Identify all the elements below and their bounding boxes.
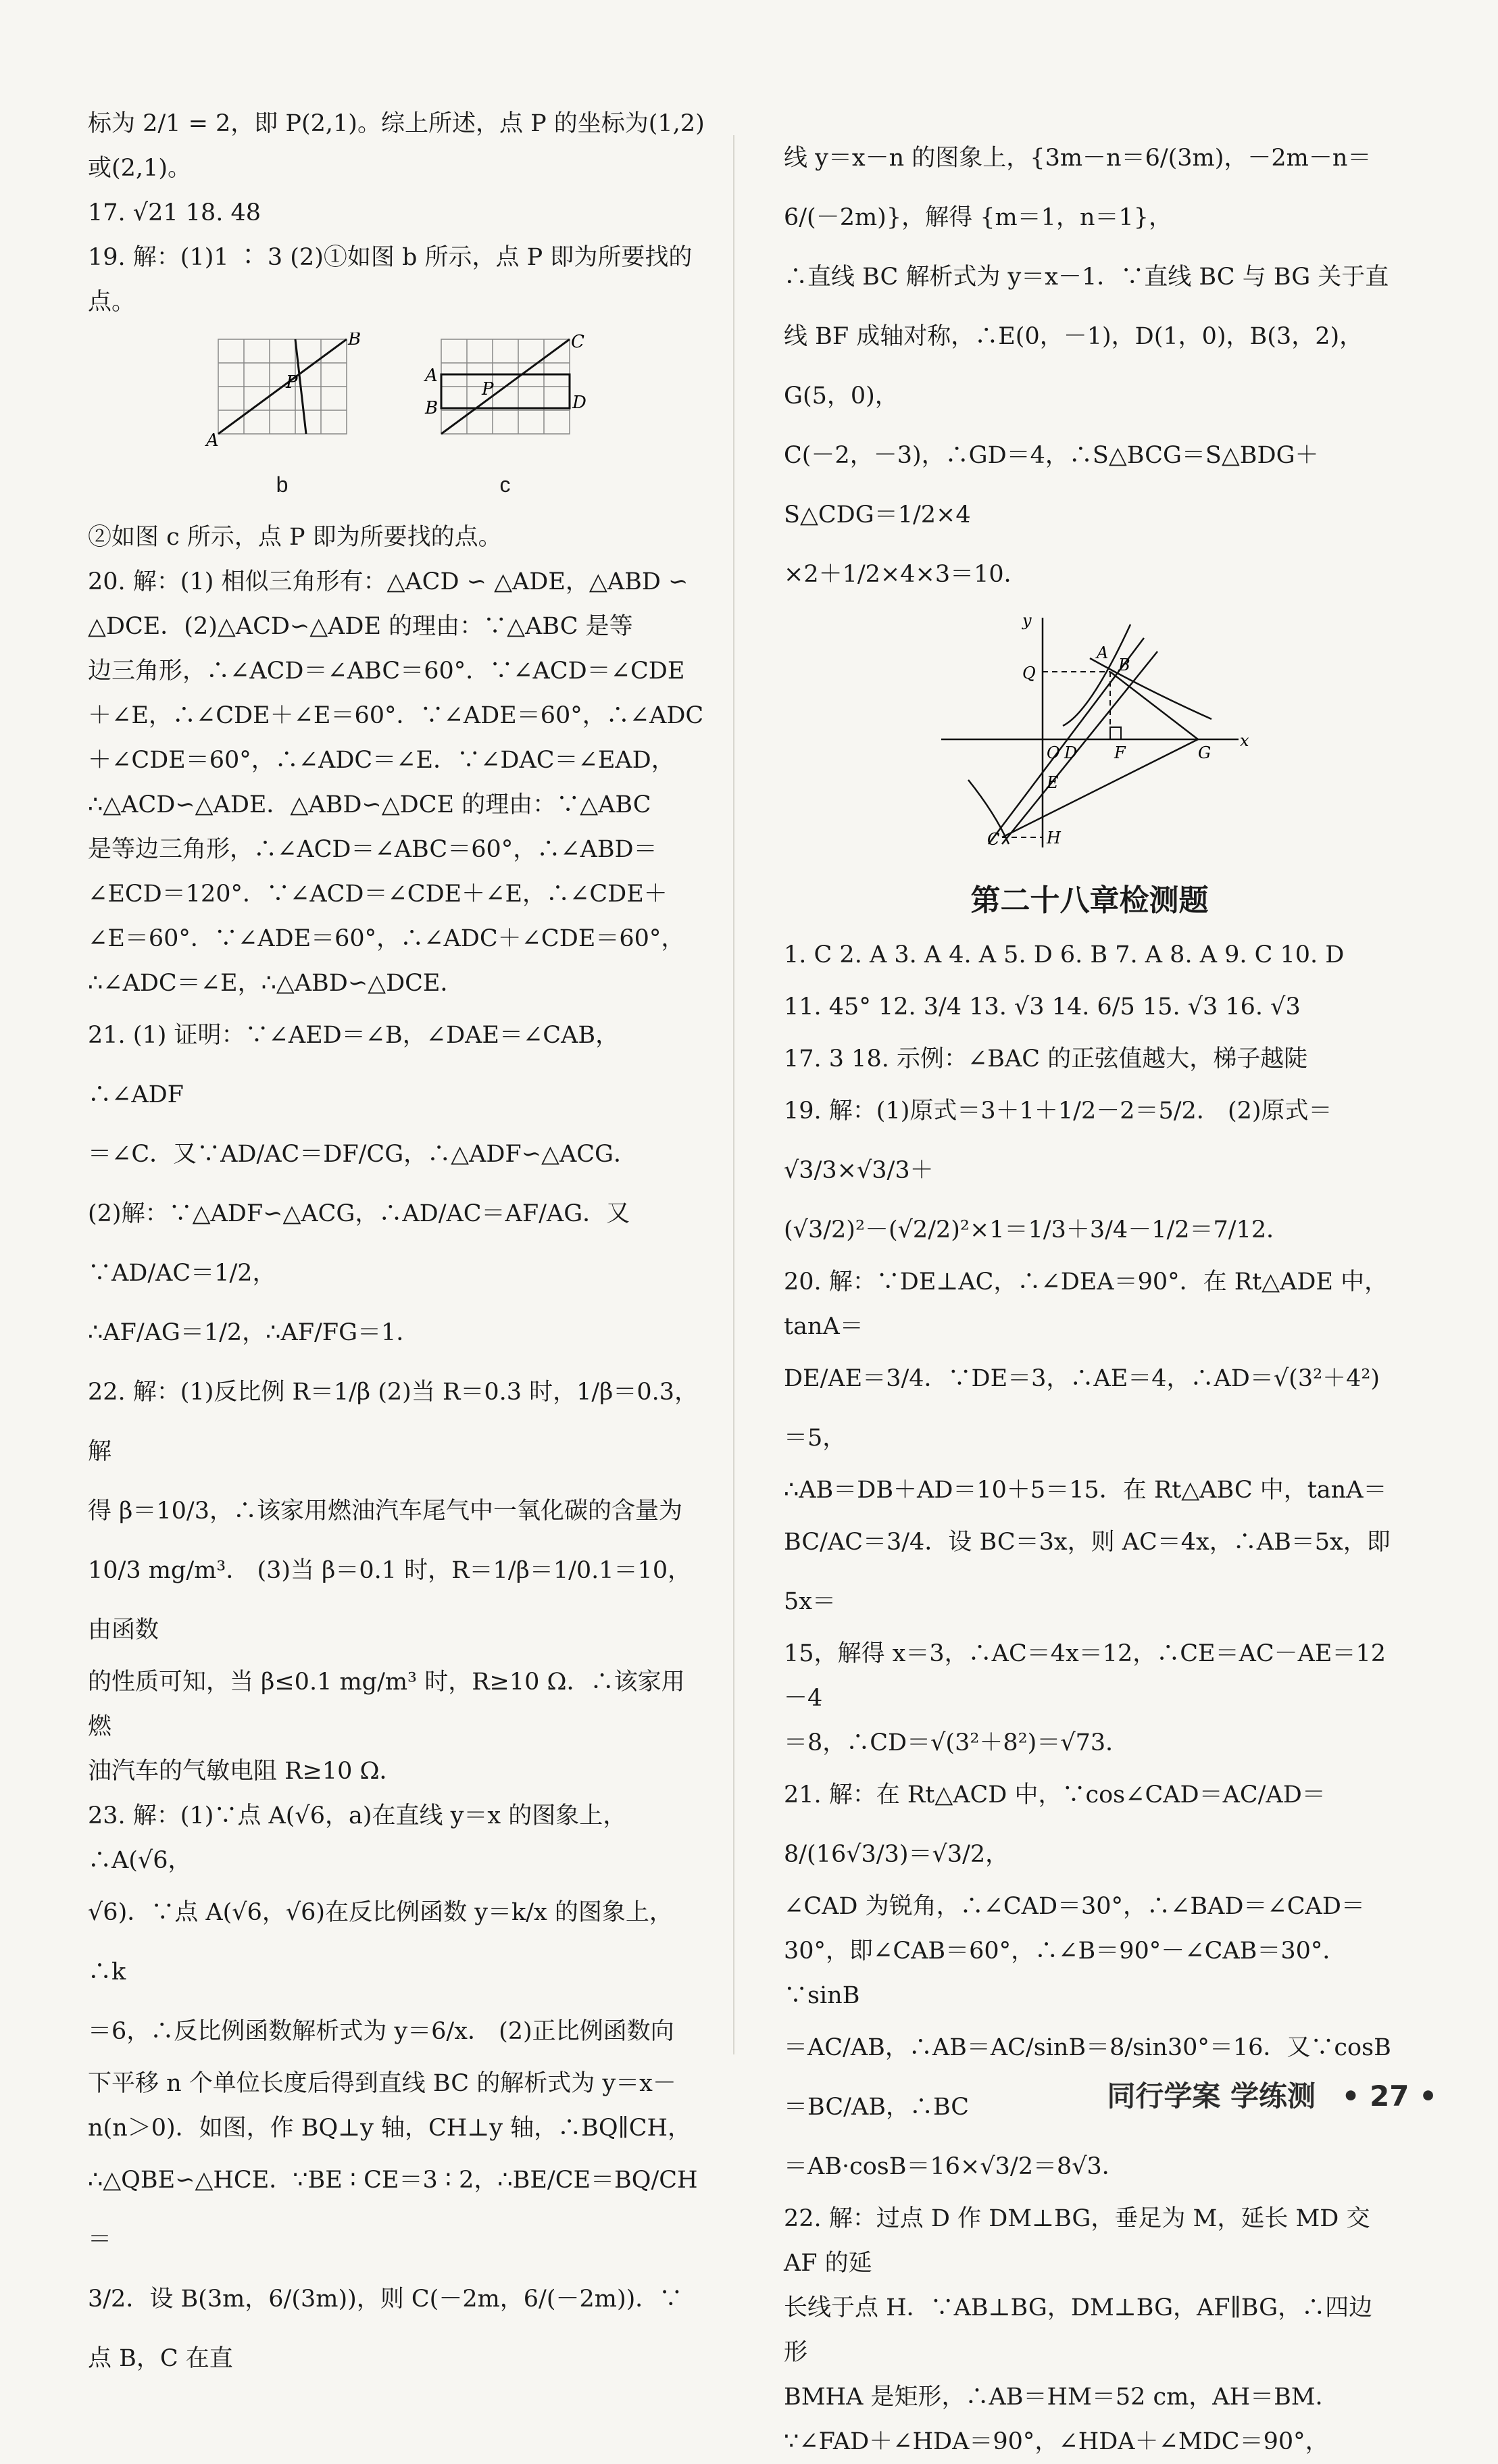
- answer-23-line: 3/2．设 B(3m，6/(3m))，则 C(－2m，6/(－2m))．∵点 B，C 在直: [88, 2286, 683, 2372]
- answer-20-line: ∴△ACD∽△ADE．△ABD∽△DCE 的理由：∵△ABC: [88, 791, 651, 818]
- answers-row: 1. C 2. A 3. A 4. A 5. D 6. B 7. A 8. A 9. C 10. D: [784, 941, 1345, 968]
- label-a: A: [1096, 643, 1108, 662]
- function-graph: [784, 611, 1395, 869]
- answer-17-18: 17. √21 18. 48: [88, 199, 261, 226]
- grid-figure-b: [205, 332, 360, 447]
- text-line: 标为 2/1 = 2，即 P(2,1)。综上所述，点 P 的坐标为(1,2): [88, 110, 705, 137]
- answer-22-line: BMHA 是矩形，∴AB＝HM＝52 cm，AH＝BM．: [784, 2384, 1339, 2411]
- label-b: B: [347, 332, 360, 349]
- label-c: C: [570, 332, 584, 352]
- page-footer: [1091, 2074, 1437, 2115]
- line-bg: [1110, 672, 1198, 739]
- continued-line: ×2＋1/2×4×3＝10．: [784, 561, 1028, 588]
- answers-row: 11. 45° 12. 3/4 13. √3 14. 6/5 15. √3 16. √3: [784, 993, 1301, 1020]
- label-d: D: [1064, 743, 1077, 762]
- answer-20-line: 是等边三角形，∴∠ACD＝∠ABC＝60°，∴∠ABD＝: [88, 836, 657, 863]
- figure-c: [421, 332, 590, 507]
- answer-20-line: 边三角形，∴∠ACD＝∠ABC＝60°．∵∠ACD＝∠CDE: [88, 658, 685, 685]
- answer-20-line: ＋∠E，∴∠CDE＋∠E＝60°．∵∠ADE＝60°，∴∠ADC: [88, 702, 704, 729]
- answer-20-line: BC/AC＝3/4．设 BC＝3x，则 AC＝4x，∴AB＝5x，即 5x＝: [784, 1529, 1391, 1615]
- answer-23-line: 下平移 n 个单位长度后得到直线 BC 的解析式为 y＝x－: [88, 2070, 676, 2097]
- answer-22-line: ∵∠FAD＋∠HDA＝90°，∠HDA＋∠MDC＝90°，: [784, 2428, 1329, 2455]
- answer-19: 19. 解：(1)1 ∶ 3 (2)①如图 b 所示，点 P 即为所要找的点。: [88, 244, 693, 316]
- rectangle: [441, 374, 570, 408]
- answer-21-line: ＝AC/AB，∴AB＝AC/sinB＝8/sin30°＝16．又∵cosB＝BC/AB，∴BC: [784, 2034, 1391, 2121]
- answer-22-line: 22. 解：(1)反比例 R＝1/β (2)当 R＝0.3 时，1/β＝0.3，解: [88, 1379, 699, 1465]
- answer-20-line: △DCE．(2)△ACD∽△ADE 的理由：∵△ABC 是等: [88, 613, 633, 640]
- label-c: C: [987, 830, 999, 849]
- label-b: B: [424, 398, 438, 418]
- answer-19-line: (√3/2)²－(√2/2)²×1＝1/3＋3/4－1/2＝7/12．: [784, 1216, 1291, 1243]
- answers-row: 17. 3 18. 示例：∠BAC 的正弦值越大，梯子越陡: [784, 1045, 1308, 1073]
- answer-22-line: 的性质可知，当 β≤0.1 mg/m³ 时，R≥10 Ω．∴该家用燃: [88, 1669, 685, 1740]
- label-e: E: [1046, 773, 1059, 792]
- label-q: Q: [1022, 664, 1036, 683]
- chapter-title: 第二十八章检测题: [970, 883, 1209, 918]
- answer-23-line: √6)．∵点 A(√6，√6)在反比例函数 y＝k/x 的图象上，∴k: [88, 1899, 673, 1986]
- answer-23-line: ∴△QBE∽△HCE．∵BE ∶ CE＝3 ∶ 2，∴BE/CE＝BQ/CH＝: [88, 2167, 698, 2253]
- figure-caption: b: [276, 472, 289, 497]
- label-g: G: [1197, 743, 1211, 762]
- answer-21-line: ∴AF/AG＝1/2，∴AF/FG＝1．: [88, 1319, 420, 1346]
- answer-20-line: ∴AB＝DB＋AD＝10＋5＝15．在 Rt△ABC 中，tanA＝: [784, 1477, 1387, 1504]
- answer-23-line: 23. 解：(1)∵点 A(√6，a)在直线 y＝x 的图象上，∴A(√6，: [88, 1802, 627, 1874]
- answer-19-2: ②如图 c 所示，点 P 即为所要找的点。: [88, 524, 502, 551]
- continued-line: ∴直线 BC 解析式为 y＝x－1．∵直线 BC 与 BG 关于直: [784, 264, 1389, 291]
- answer-21-line: 21. (1) 证明：∵∠AED＝∠B，∠DAE＝∠CAB，∴∠ADF: [88, 1022, 620, 1108]
- grid-figure-c: [421, 332, 590, 447]
- answer-23-line: n(n＞0)．如图，作 BQ⊥y 轴，CH⊥y 轴，∴BQ∥CH，: [88, 2115, 692, 2142]
- text-line: 或(2,1)。: [88, 155, 191, 182]
- answer-21-line: ＝AB·cosB＝16×√3/2＝8√3．: [784, 2153, 1126, 2180]
- right-angle-mark: [1110, 727, 1121, 739]
- label-p: P: [481, 379, 493, 399]
- label-d: D: [572, 393, 586, 413]
- continued-line: 线 y＝x－n 的图象上，{3m－n＝6/(3m)，－2m－n＝6/(－2m)}，解得 {m＝1，n＝1}，: [784, 145, 1372, 231]
- answer-22-line: 22. 解：过点 D 作 DM⊥BG，垂足为 M，延长 MD 交 AF 的延: [784, 2205, 1370, 2277]
- continued-line: C(－2，－3)，∴GD＝4，∴S△BCG＝S△BDG＋S△CDG＝1/2×4: [784, 442, 1319, 528]
- answer-20-line: ＝8，∴CD＝√(3²＋8²)＝√73．: [784, 1729, 1130, 1756]
- answer-22-line: 长线于点 H．∵AB⊥BG，DM⊥BG，AF∥BG，∴四边形: [784, 2294, 1373, 2366]
- answer-20-line: 15，解得 x＝3，∴AC＝4x＝12，∴CE＝AC－AE＝12－4: [784, 1640, 1387, 1712]
- answer-21-line: ∠CAD 为锐角，∴∠CAD＝30°，∴∠BAD＝∠CAD＝: [784, 1893, 1365, 1920]
- answer-21-line: ＝∠C．又∵AD/AC＝DF/CG，∴△ADF∽△ACG．: [88, 1141, 637, 1168]
- answer-20-line: DE/AE＝3/4．∵DE＝3，∴AE＝4，∴AD＝√(3²＋4²)＝5，: [784, 1365, 1380, 1452]
- figure-caption: c: [499, 472, 511, 497]
- answer-21-line: 21. 解：在 Rt△ACD 中，∵cos∠CAD＝AC/AD＝8/(16√3/3)＝√3/2，: [784, 1781, 1326, 1868]
- label-a: A: [205, 430, 219, 447]
- answer-20-line: ∴∠ADC＝∠E，∴△ABD∽△DCE．: [88, 970, 464, 997]
- answer-20-line: 20. 解：(1) 相似三角形有：△ACD ∽ △ADE，△ABD ∽: [88, 568, 689, 595]
- label-p: P: [285, 372, 297, 393]
- answer-22-line: 10/3 mg/m³． (3)当 β＝0.1 时，R＝1/β＝1/0.1＝10，由函数: [88, 1557, 692, 1644]
- column-divider: [733, 135, 734, 2054]
- answer-22-line: 油汽车的气敏电阻 R≥10 Ω．: [88, 1758, 403, 1785]
- answer-22-line: 得 β＝10/3，∴该家用燃油汽车尾气中一氧化碳的含量为: [88, 1498, 682, 1525]
- answer-20-line: ∠ECD＝120°．∵∠ACD＝∠CDE＋∠E，∴∠CDE＋: [88, 881, 668, 908]
- label-x: x: [1239, 731, 1249, 750]
- answer-19-line: 19. 解：(1)原式＝3＋1＋1/2－2＝5/2． (2)原式＝√3/3×√3/3＋: [784, 1098, 1332, 1184]
- answer-23-line: ＝6，∴反比例函数解析式为 y＝6/x． (2)正比例函数向: [88, 2018, 674, 2045]
- label-y: y: [1022, 611, 1032, 630]
- left-column: [88, 101, 706, 2388]
- label-f: F: [1114, 743, 1126, 762]
- label-o: O: [1046, 743, 1060, 762]
- answer-20-line: ∠E＝60°．∵∠ADE＝60°，∴∠ADC＋∠CDE＝60°，: [88, 925, 685, 952]
- answer-21-line: 30°，即∠CAB＝60°，∴∠B＝90°－∠CAB＝30°．∵sinB: [784, 1938, 1347, 2009]
- footer-brand: 同行学案 学练测: [1107, 2079, 1316, 2113]
- figure-b: [205, 332, 360, 507]
- label-b: B: [1118, 656, 1130, 674]
- figure-row: [88, 332, 706, 507]
- answer-21-line: (2)解：∵△ADF∽△ACG，∴AD/AC＝AF/AG．又∵AD/AC＝1/2，: [88, 1200, 630, 1287]
- label-h: H: [1046, 829, 1061, 847]
- answer-20-line: ＋∠CDE＝60°，∴∠ADC＝∠E．∵∠DAC＝∠EAD，: [88, 747, 675, 774]
- hyperbola-upper-2: [1090, 658, 1212, 719]
- label-a: A: [424, 366, 438, 386]
- page-number: • 27 •: [1341, 2079, 1437, 2113]
- continued-line: 线 BF 成轴对称，∴E(0，－1)，D(1，0)，B(3，2)，G(5，0)，: [784, 323, 1364, 410]
- answer-20-line: 20. 解：∵DE⊥AC，∴∠DEA＝90°．在 Rt△ADE 中，tanA＝: [784, 1268, 1389, 1340]
